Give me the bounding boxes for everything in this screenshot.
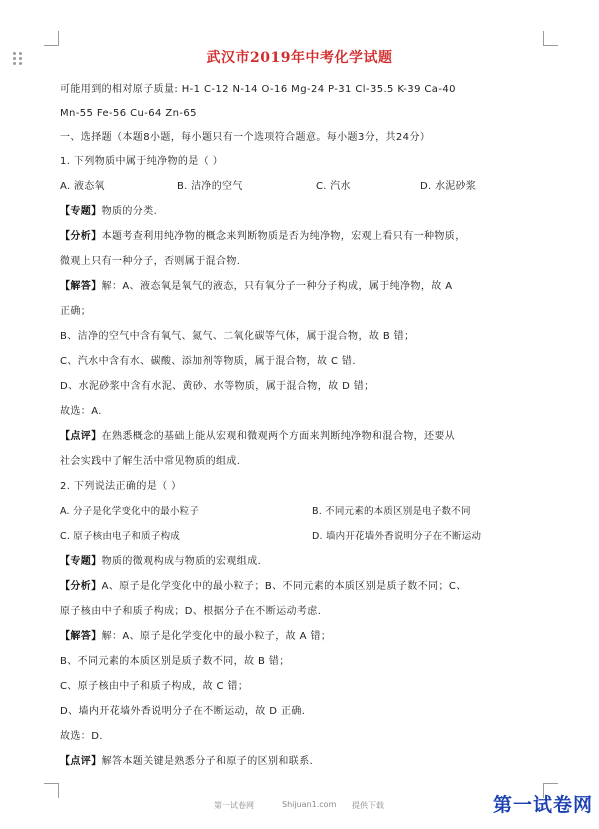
- q2-answer-1: 解：A、原子是化学变化中的最小粒子，故 A 错；: [101, 631, 332, 642]
- question-1-stem: 1. 下列物质中属于纯净物的是（ ）: [60, 156, 224, 167]
- q1-analysis-1: 本题考查利用纯净物的概念来判断物质是否为纯净物，宏观上看只有一种物质，: [101, 231, 466, 242]
- atomic-masses-line-2: Mn-55 Fe-56 Cu-64 Zn-65: [60, 108, 197, 119]
- q2-answer-line-4: D、墙内开花墙外香说明分子在不断运动，故 D 正确.: [60, 706, 306, 717]
- q2-answer-line-1: [60, 630, 331, 643]
- q1-option-d: D. 水泥砂浆: [420, 181, 477, 192]
- answer-tag: 【解答】: [60, 281, 102, 292]
- comment-tag: 【点评】: [60, 756, 102, 767]
- crop-mark-bottom-left: [44, 783, 59, 798]
- q1-answer-line-5: D、水泥砂浆中含有水泥、黄砂、水等物质，属于混合物，故 D 错；: [60, 381, 375, 392]
- q1-comment-1: 在熟悉概念的基础上能从宏观和微观两个方面来判断纯净物和混合物，还要从: [101, 431, 456, 442]
- q2-topic: 物质的微观构成与物质的宏观组成.: [101, 556, 262, 567]
- crop-mark-top-left: [44, 31, 59, 46]
- q2-option-a: A. 分子是化学变化中的最小粒子: [60, 506, 200, 517]
- analysis-tag: 【分析】: [60, 581, 102, 592]
- q1-answer-line-2: 正确；: [60, 306, 92, 317]
- site-logo: 第一试卷网: [492, 794, 593, 816]
- q1-answer-line-1: [60, 280, 452, 293]
- footer-right: 提供下载: [352, 801, 384, 810]
- question-2-stem: 2. 下列说法正确的是（ ）: [60, 481, 182, 492]
- topic-tag: 【专题】: [60, 556, 102, 567]
- section-heading: 一、选择题（本题8小题，每小题只有一个选项符合题意。每小题3分，共24分）: [60, 132, 431, 143]
- answer-tag: 【解答】: [60, 631, 102, 642]
- q1-option-b: B. 洁净的空气: [177, 181, 243, 192]
- atomic-masses-line-1: 可能用到的相对原子质量: H-1 C-12 N-14 O-16 Mg-24 P-31 Cl-35.5 K-39 Ca-40: [60, 84, 456, 95]
- q1-comment-line-1: [60, 430, 455, 443]
- q2-comment: 解答本题关键是熟悉分子和原子的区别和联系.: [101, 756, 314, 767]
- q2-comment-line: [60, 755, 313, 768]
- q1-answer-line-3: B、洁净的空气中含有氧气、氮气、二氧化碳等气体，属于混合物，故 B 错；: [60, 331, 415, 342]
- q2-topic-line: [60, 555, 261, 568]
- footer-left: 第一试卷网: [214, 801, 254, 810]
- q1-answer-1: 解：A、液态氧是氧气的液态，只有氧分子一种分子构成，属于纯净物，故 A: [101, 281, 453, 292]
- q2-answer-line-2: B、不同元素的本质区别是质子数不同，故 B 错；: [60, 656, 290, 667]
- page-title: 武汉市2019年中考化学试题: [206, 50, 393, 66]
- topic-tag: 【专题】: [60, 206, 102, 217]
- q1-topic: 物质的分类.: [101, 206, 158, 217]
- q2-analysis-line-2: 原子核由中子和质子构成；D、根据分子在不断运动考虑.: [60, 606, 322, 617]
- q2-option-b: B. 不同元素的本质区别是电子数不同: [312, 506, 471, 517]
- q1-choice: 故选：A.: [60, 406, 102, 417]
- q1-comment-line-2: 社会实践中了解生活中常见物质的组成.: [60, 456, 241, 467]
- q2-analysis-1: A、原子是化学变化中的最小粒子；B、不同元素的本质区别是质子数不同；C、: [101, 581, 467, 592]
- q2-option-c: C. 原子核由电子和质子构成: [60, 531, 180, 542]
- q1-option-c: C. 汽水: [316, 181, 351, 192]
- q1-option-a: A. 液态氧: [60, 181, 105, 192]
- q1-topic-line: [60, 205, 157, 218]
- q2-option-d: D. 墙内开花墙外香说明分子在不断运动: [312, 531, 482, 542]
- crop-mark-top-right: [543, 31, 558, 46]
- q1-answer-line-4: C、汽水中含有水、碳酸、添加剂等物质，属于混合物，故 C 错.: [60, 356, 356, 367]
- q2-answer-line-3: C、原子核由中子和质子构成，故 C 错；: [60, 681, 249, 692]
- q2-choice: 故选：D.: [60, 731, 103, 742]
- q1-analysis-line-2: 微观上只有一种分子，否则属于混合物.: [60, 256, 241, 267]
- analysis-tag: 【分析】: [60, 231, 102, 242]
- q2-analysis-line-1: [60, 580, 467, 593]
- q1-analysis-line-1: [60, 230, 466, 243]
- footer-center: Shijuan1.com: [282, 800, 337, 809]
- comment-tag: 【点评】: [60, 431, 102, 442]
